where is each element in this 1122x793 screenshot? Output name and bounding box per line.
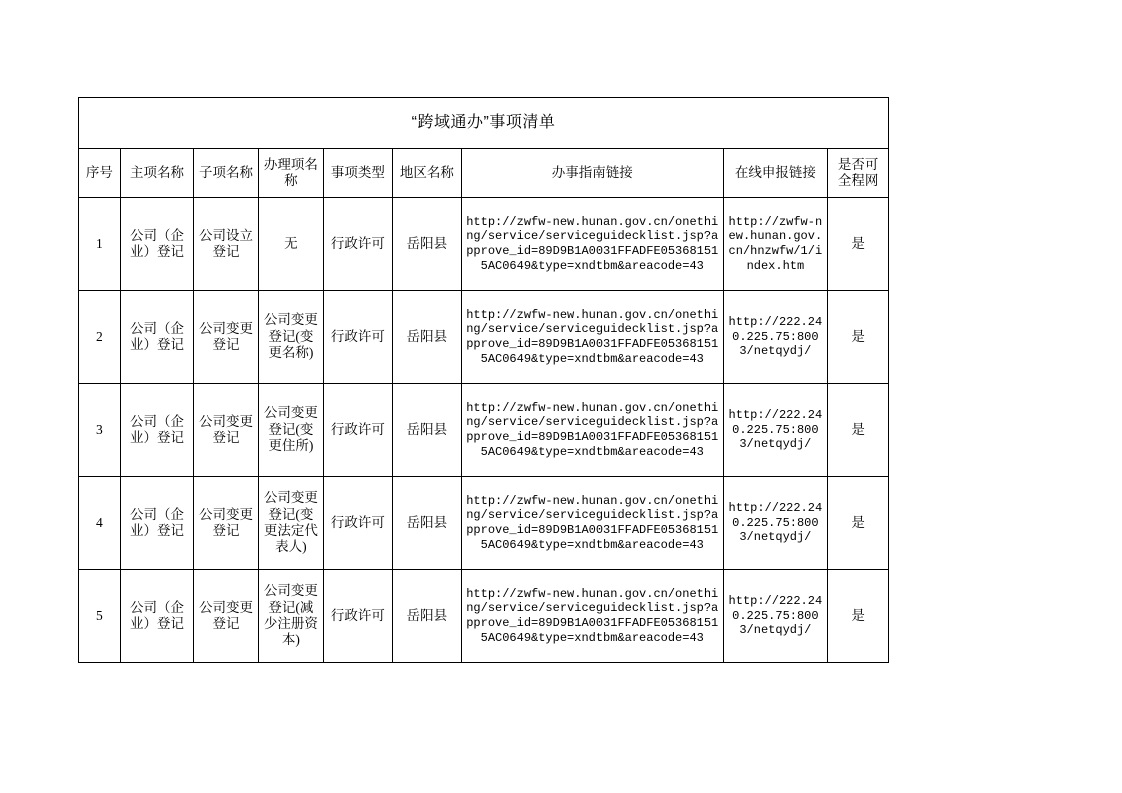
column-header-online-link: 在线申报链接 [723, 149, 828, 198]
cell-guide-link[interactable]: http://zwfw-new.hunan.gov.cn/onething/service/serviceguidecklist.jsp?approve_id=89D9B1A0031FFADFE053681515AC0649&type=xndtbm&areacode=43 [461, 198, 723, 291]
cell-region: 岳阳县 [392, 384, 461, 477]
cell-sub-item: 公司变更登记 [194, 570, 259, 663]
table-row [79, 477, 889, 570]
cell-online-link[interactable]: http://zwfw-new.hunan.gov.cn/hnzwfw/1/index.htm [723, 198, 828, 291]
cell-region: 岳阳县 [392, 198, 461, 291]
column-header-main-item: 主项名称 [120, 149, 193, 198]
cell-seq: 1 [79, 198, 121, 291]
column-header-region: 地区名称 [392, 149, 461, 198]
item-list-table [78, 97, 889, 663]
column-header-handle-item: 办理项名称 [258, 149, 323, 198]
cell-main-item: 公司（企业）登记 [120, 477, 193, 570]
table-row [79, 291, 889, 384]
cell-sub-item: 公司变更登记 [194, 384, 259, 477]
column-header-item-type: 事项类型 [323, 149, 392, 198]
cell-region: 岳阳县 [392, 291, 461, 384]
cell-whole-net: 是 [828, 570, 889, 663]
cell-main-item: 公司（企业）登记 [120, 570, 193, 663]
cell-handle-item: 无 [258, 198, 323, 291]
item-list-sheet [78, 97, 889, 663]
cell-whole-net: 是 [828, 198, 889, 291]
cell-guide-link[interactable]: http://zwfw-new.hunan.gov.cn/onething/service/serviceguidecklist.jsp?approve_id=89D9B1A0031FFADFE053681515AC0649&type=xndtbm&areacode=43 [461, 570, 723, 663]
table-header-row [79, 149, 889, 198]
cell-item-type: 行政许可 [323, 198, 392, 291]
cell-online-link[interactable]: http://222.240.225.75:8003/netqydj/ [723, 291, 828, 384]
cell-sub-item: 公司变更登记 [194, 477, 259, 570]
cell-handle-item: 公司变更登记(变更住所) [258, 384, 323, 477]
cell-sub-item: 公司设立登记 [194, 198, 259, 291]
cell-item-type: 行政许可 [323, 570, 392, 663]
cell-guide-link[interactable]: http://zwfw-new.hunan.gov.cn/onething/service/serviceguidecklist.jsp?approve_id=89D9B1A0031FFADFE053681515AC0649&type=xndtbm&areacode=43 [461, 477, 723, 570]
cell-item-type: 行政许可 [323, 291, 392, 384]
cell-item-type: 行政许可 [323, 477, 392, 570]
table-row [79, 384, 889, 477]
cell-item-type: 行政许可 [323, 384, 392, 477]
cell-handle-item: 公司变更登记(减少注册资本) [258, 570, 323, 663]
cell-whole-net: 是 [828, 384, 889, 477]
cell-region: 岳阳县 [392, 570, 461, 663]
table-title-row [79, 98, 889, 149]
cell-main-item: 公司（企业）登记 [120, 384, 193, 477]
document-title: “跨域通办”事项清单 [79, 98, 889, 149]
cell-seq: 4 [79, 477, 121, 570]
cell-sub-item: 公司变更登记 [194, 291, 259, 384]
cell-online-link[interactable]: http://222.240.225.75:8003/netqydj/ [723, 384, 828, 477]
cell-online-link[interactable]: http://222.240.225.75:8003/netqydj/ [723, 477, 828, 570]
cell-seq: 3 [79, 384, 121, 477]
column-header-guide-link: 办事指南链接 [461, 149, 723, 198]
cell-main-item: 公司（企业）登记 [120, 198, 193, 291]
cell-guide-link[interactable]: http://zwfw-new.hunan.gov.cn/onething/service/serviceguidecklist.jsp?approve_id=89D9B1A0031FFADFE053681515AC0649&type=xndtbm&areacode=43 [461, 384, 723, 477]
cell-region: 岳阳县 [392, 477, 461, 570]
cell-whole-net: 是 [828, 291, 889, 384]
cell-handle-item: 公司变更登记(变更名称) [258, 291, 323, 384]
cell-handle-item: 公司变更登记(变更法定代表人) [258, 477, 323, 570]
table-row [79, 198, 889, 291]
column-header-whole-net: 是否可全程网 [828, 149, 889, 198]
cell-whole-net: 是 [828, 477, 889, 570]
column-header-sub-item: 子项名称 [194, 149, 259, 198]
cell-main-item: 公司（企业）登记 [120, 291, 193, 384]
table-row [79, 570, 889, 663]
cell-seq: 5 [79, 570, 121, 663]
cell-online-link[interactable]: http://222.240.225.75:8003/netqydj/ [723, 570, 828, 663]
cell-guide-link[interactable]: http://zwfw-new.hunan.gov.cn/onething/service/serviceguidecklist.jsp?approve_id=89D9B1A0031FFADFE053681515AC0649&type=xndtbm&areacode=43 [461, 291, 723, 384]
cell-seq: 2 [79, 291, 121, 384]
column-header-seq: 序号 [79, 149, 121, 198]
